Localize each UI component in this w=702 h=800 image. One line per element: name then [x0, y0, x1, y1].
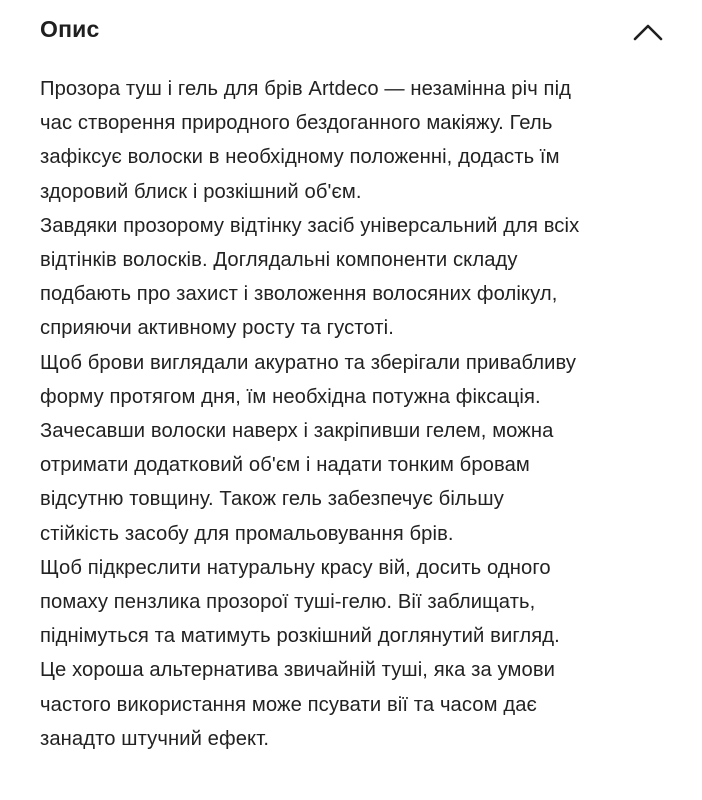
description-body — [40, 72, 680, 756]
description-line: Це хороша альтернатива звичайній туші, яка за умови — [40, 659, 556, 682]
description-line: піднімуться та матимуть розкішний доглянутий вигляд. — [40, 625, 560, 648]
description-line: відсутню товщину. Також гель забезпечує більшу — [40, 488, 504, 511]
description-line: форму протягом дня, їм необхідна потужна фіксація. — [40, 385, 541, 408]
description-line: Прозора туш і гель для брів Artdeco — незамінна річ під — [40, 78, 572, 100]
description-line: частого використання може псувати вії та часом дає — [40, 693, 537, 716]
chevron-up-icon[interactable] — [630, 18, 666, 44]
description-line: здоровий блиск і розкішний об'єм. — [40, 180, 362, 203]
description-line: Щоб підкреслити натуральну красу вій, досить одного — [40, 556, 551, 579]
description-line: занадто штучний ефект. — [40, 727, 270, 750]
description-line: отримати додатковий об'єм і надати тонким бровам — [40, 454, 530, 477]
description-line: помаху пензлика прозорої туші-гелю. Вії заблищать, — [40, 591, 536, 614]
section-title: Опис — [40, 16, 100, 42]
description-line: Зачесавши волоски наверх і закріпивши гелем, можна — [40, 420, 554, 443]
description-line: Завдяки прозорому відтінку засіб універсальний для всіх — [40, 214, 580, 237]
description-line: сприяючи активному росту та густоті. — [40, 317, 394, 340]
description-line: зафіксує волоски в необхідному положенні, додасть їм — [40, 146, 560, 169]
description-line: час створення природного бездоганного макіяжу. Гель — [40, 112, 553, 135]
description-line: Щоб брови виглядали акуратно та зберігали привабливу — [40, 351, 577, 374]
accordion-header[interactable] — [0, 0, 702, 62]
description-line: відтінків волосків. Доглядальні компоненти складу — [40, 249, 518, 272]
description-line: стійкість засобу для промальовування брів. — [40, 522, 454, 545]
description-line: подбають про захист і зволоження волосяних фолікул, — [40, 283, 558, 306]
